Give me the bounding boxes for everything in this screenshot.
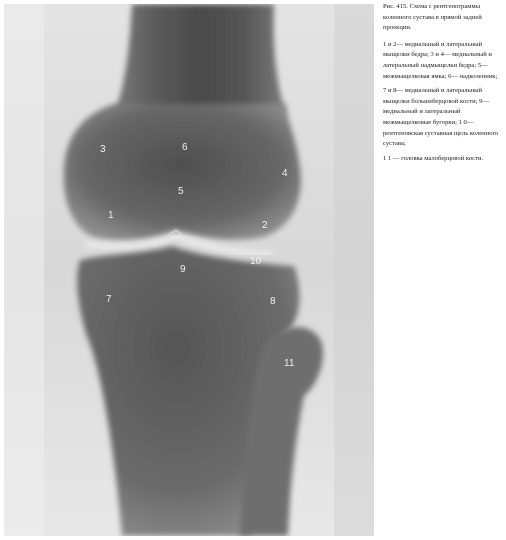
caption-legend-line: 7 и 8— медиальный и латеральный мыщелки большеберцовой кости; 9— медиальный и латеральный межмыщелковые бугорки; 1 0— рентгеновская суставная щель коленного сустава;	[383, 87, 499, 148]
label-6: 6	[182, 142, 188, 153]
femur-shaft	[114, 4, 286, 114]
label-8: 8	[270, 296, 276, 307]
caption-legend-line: 1 и 2— медиальный и латеральный мыщелки бедра; 3 и 4— медиальный и латеральный надмыщелки бедра; 5— межмыщелковая ямка; 6— надколенник;	[383, 40, 498, 80]
label-2: 2	[262, 220, 268, 231]
label-9: 9	[180, 264, 186, 275]
figure-caption	[383, 2, 506, 168]
knee-radiograph	[4, 4, 374, 536]
label-4: 4	[282, 168, 288, 179]
caption-title: Рис. 415. Схема с рентгенограммы коленного сустава в прямой задней проекции.	[383, 3, 482, 32]
label-3: 3	[100, 144, 106, 155]
label-7: 7	[106, 294, 112, 305]
label-5: 5	[178, 186, 184, 197]
label-10: 10	[250, 256, 262, 267]
caption-legend-line: 1 1 — головка малоберцовой кости.	[383, 154, 484, 162]
label-1: 1	[108, 210, 114, 221]
label-11: 11	[284, 358, 295, 369]
